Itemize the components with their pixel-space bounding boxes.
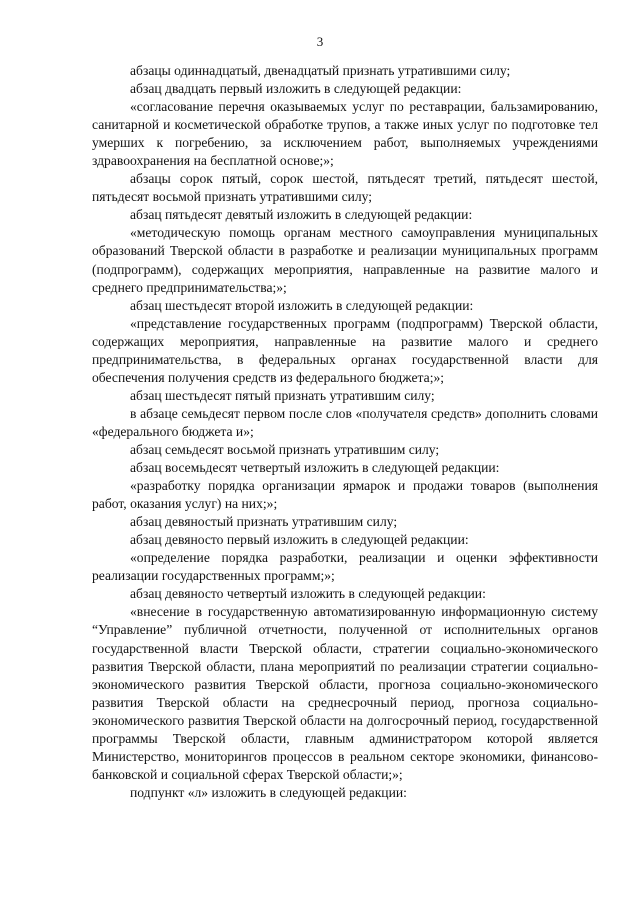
paragraph: абзац девяносто четвертый изложить в следующей редакции:: [130, 586, 486, 602]
paragraph: «разработку порядка организации ярмарок и продажи товаров (выполнения работ, оказания услуг) на них;»;: [92, 478, 598, 512]
paragraph: абзац восемьдесят четвертый изложить в следующей редакции:: [130, 460, 500, 476]
paragraph: в абзаце семьдесят первом после слов «получателя средств» дополнить словами «федерального бюджета и»;: [92, 405, 598, 439]
paragraph: абзац пятьдесят девятый изложить в следующей редакции:: [130, 207, 473, 223]
paragraph: абзац девяностый признать утратившим силу;: [130, 514, 398, 530]
paragraph: абзац семьдесят восьмой признать утратившим силу;: [130, 441, 440, 457]
paragraph: «согласование перечня оказываемых услуг по реставрации, бальзамированию, санитарной и косметической обработке трупов, а также иных услуг по подготовке тел умерших к погребению, за исключением работ, выполняемых учреждениями здравоохранения на бесплатной основе;»;: [92, 99, 598, 169]
paragraph: «определение порядка разработки, реализации и оценки эффективности реализации государственных программ;»;: [92, 550, 598, 584]
paragraph: абзацы сорок пятый, сорок шестой, пятьдесят третий, пятьдесят шестой, пятьдесят восьмой признать утратившими силу;: [92, 171, 598, 205]
paragraph: абзац шестьдесят пятый признать утратившим силу;: [130, 387, 435, 403]
paragraph: абзац девяносто первый изложить в следующей редакции:: [130, 532, 469, 548]
paragraph: абзац двадцать первый изложить в следующей редакции:: [130, 81, 462, 97]
paragraph: абзацы одиннадцатый, двенадцатый признать утратившими силу;: [130, 63, 511, 78]
paragraph: «представление государственных программ (подпрограмм) Тверской области, содержащих мероприятия, направленные на развитие малого и среднего предпринимательства, в федеральных органах государственной власти для обеспечения получения средств из федерального бюджета;»;: [92, 315, 598, 385]
page-number: 3: [316, 34, 324, 49]
document-body: [92, 62, 598, 802]
paragraph: подпункт «л» изложить в следующей редакции:: [130, 784, 407, 800]
paragraph: абзац шестьдесят второй изложить в следующей редакции:: [130, 297, 474, 313]
paragraph: «внесение в государственную автоматизированную информационную систему “Управление” публичной отчетности, полученной от исполнительных органов государственной власти Тверской области, стратегии социально-экономического развития Тверской области, плана мероприятий по реализации стратегии социально-экономического развития Тверской области, прогноза социально-экономического развития Тверской области на среднесрочный период, прогноза социально-экономического развития Тверской области на долгосрочный период, государственной программы Тверской области, главным администратором которой является Министерство, мониторингов процессов в реальном секторе экономики, финансово-банковской и социальной сферах Тверской области;»;: [92, 604, 598, 782]
paragraph: «методическую помощь органам местного самоуправления муниципальных образований Тверской области в разработке и реализации муниципальных программ (подпрограмм), содержащих мероприятия, направленные на развитие малого и среднего предпринимательства;»;: [92, 225, 598, 295]
